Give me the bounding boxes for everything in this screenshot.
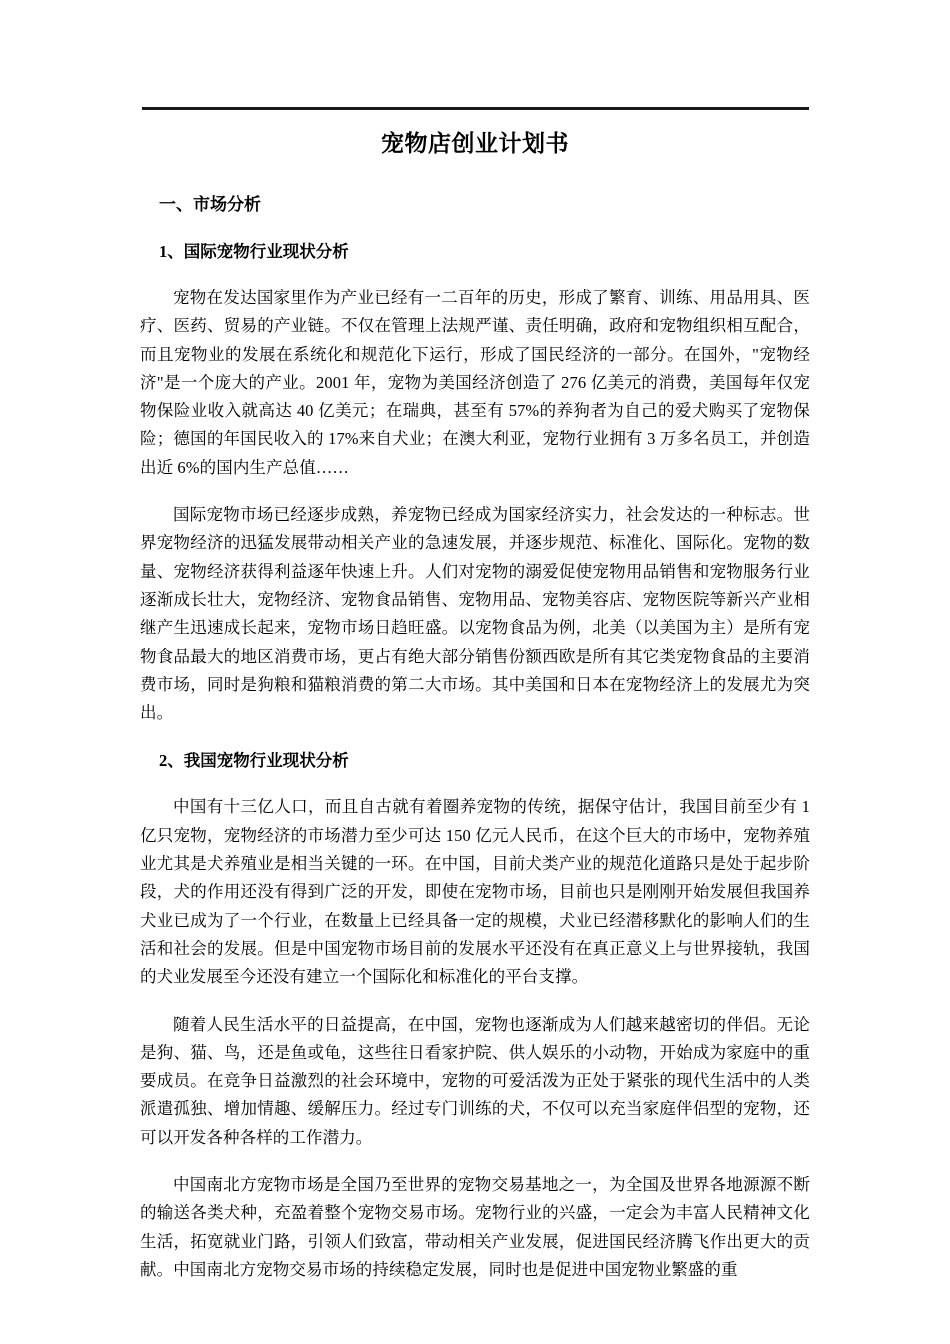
subheading-international-pet-industry: 1、国际宠物行业现状分析	[159, 242, 349, 261]
paragraph: 中国南北方宠物市场是全国乃至世界的宠物交易基地之一，为全国及世界各地源源不断的输送各类犬种，充盈着整个宠物交易市场。宠物行业的兴盛，一定会为丰富人民精神文化生活，拓宽就业门路，引领人们致富，带动相关产业发展，促进国民经济腾飞作出更大的贡献。中国南北方宠物交易市场的持续稳定发展，同时也是促进中国宠物业繁盛的重	[140, 1175, 810, 1279]
header-rule	[142, 107, 809, 110]
paragraph: 宠物在发达国家里作为产业已经有一二百年的历史，形成了繁育、训练、用品用具、医疗、医药、贸易的产业链。不仅在管理上法规严谨、责任明确，政府和宠物组织相互配合，而且宠物业的发展在系统化和规范化下运行，形成了国民经济的一部分。在国外，"宠物经济"是一个庞大的产业。2001 年，宠物为美国经济创造了 276 亿美元的消费，美国每年仅宠物保险业收入就高达 40 亿美元；在瑞典，甚至有 57%的养狗者为自己的爱犬购买了宠物保险；德国的年国民收入的 17%来自犬业；在澳大利亚，宠物行业拥有 3 万多名员工，并创造出近 6%的国内生产总值……	[140, 288, 810, 477]
document-content	[140, 0, 810, 1284]
paragraph: 国际宠物市场已经逐步成熟，养宠物已经成为国家经济实力，社会发达的一种标志。世界宠物经济的迅猛发展带动相关产业的急速发展，并逐步规范、标准化、国际化。宠物的数量、宠物经济获得利益逐年快速上升。人们对宠物的溺爱促使宠物用品销售和宠物服务行业逐渐成长壮大，宠物经济、宠物食品销售、宠物用品、宠物美容店、宠物医院等新兴产业相继产生迅速成长起来，宠物市场日趋旺盛。以宠物食品为例，北美（以美国为主）是所有宠物食品最大的地区消费市场，更占有绝大部分销售份额西欧是所有其它类宠物食品的主要消费市场，同时是狗粮和猫粮消费的第二大市场。其中美国和日本在宠物经济上的发展尤为突出。	[140, 505, 810, 723]
subheading-domestic-pet-industry: 2、我国宠物行业现状分析	[159, 751, 349, 771]
section-heading-market-analysis: 一、市场分析	[159, 195, 261, 214]
paragraph: 中国有十三亿人口，而且自古就有着圈养宠物的传统，据保守估计，我国目前至少有 1 亿只宠物，宠物经济的市场潜力至少可达 150 亿元人民币，在这个巨大的市场中，宠物养殖业尤其是犬养殖业是相当关键的一环。在中国，目前犬类产业的规范化道路只是处于起步阶段，犬的作用还没有得到广泛的开发，即使在宠物市场，目前也只是刚刚开始发展但我国养犬业已成为了一个行业，在数量上已经具备一定的规模，犬业已经潜移默化的影响人们的生活和社会的发展。但是中国宠物市场目前的发展水平还没有在真正意义上与世界接轨，我国的犬业发展至今还没有建立一个国际化和标准化的平台支撑。	[140, 797, 810, 987]
paragraph: 随着人民生活水平的日益提高，在中国，宠物也逐渐成为人们越来越密切的伴侣。无论是狗、猫、鸟，还是鱼或龟，这些往日看家护院、供人娱乐的小动物，开始成为家庭中的重要成员。在竞争日益激烈的社会环境中，宠物的可爱活泼为正处于紧张的现代生活中的人类派遣孤独、增加情趣、缓解压力。经过专门训练的犬，不仅可以充当家庭伴侣型的宠物，还可以开发各种各样的工作潜力。	[140, 1014, 810, 1147]
page-title: 宠物店创业计划书	[381, 130, 569, 156]
